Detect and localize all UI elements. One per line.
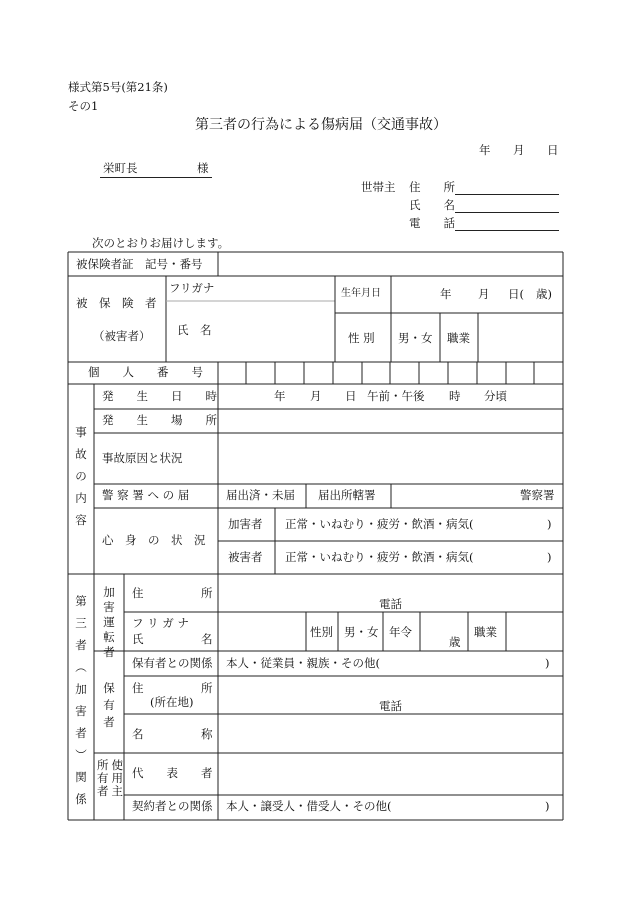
driver-name-label: 氏 名 xyxy=(132,632,213,646)
driver-age-unit: 歳 xyxy=(449,635,461,649)
insured-person-label: 被 保 険 者 xyxy=(76,296,157,310)
driver-furigana-label: フ リ ガ ナ xyxy=(132,616,189,630)
driver-label: 加 害 運 転 者 xyxy=(103,585,115,659)
holder-relation-close: ) xyxy=(545,656,550,670)
police-jurisdiction-label: 届出所轄署 xyxy=(318,488,376,502)
third-party-section-label: 第 三 者 ︵ 加 害 者 ︶ 関 係 xyxy=(75,594,87,806)
insured-sex-label: 性 別 xyxy=(348,331,375,345)
condition-victim-options: 正常・いねむり・疲労・飲酒・病気( xyxy=(285,550,474,564)
accident-cause-label: 事故原因と状況 xyxy=(102,451,183,465)
condition-perpetrator-close: ) xyxy=(547,517,552,531)
representative-label: 代 表 者 xyxy=(132,766,213,780)
accident-date-hour: 時 xyxy=(449,389,461,403)
accident-section-label: 事 故 の 内 容 xyxy=(75,425,87,527)
accident-date-label: 発 生 日 時 xyxy=(102,389,217,403)
condition-victim-close: ) xyxy=(547,550,552,564)
contract-relation-options: 本人・譲受人・借受人・その他( xyxy=(226,799,392,813)
insured-birth-age: 歳) xyxy=(536,287,552,301)
holder-relation-label: 保有者との関係 xyxy=(132,656,213,670)
accident-date-month: 月 xyxy=(310,389,322,403)
insured-sex-options: 男・女 xyxy=(398,331,433,345)
holder-relation-options: 本人・従業員・親族・その他( xyxy=(226,656,380,670)
applicant-address-label: 住 所 xyxy=(409,180,455,194)
insured-birth-year: 年 xyxy=(440,287,452,301)
driver-age-label: 年令 xyxy=(389,625,412,639)
insured-birth-label: 生年月日 xyxy=(341,288,381,299)
insured-name-label: 氏 名 xyxy=(177,323,212,337)
police-station-suffix: 警察署 xyxy=(520,488,555,502)
holder-address-sublabel: (所在地) xyxy=(150,695,194,709)
accident-date-minute: 分頃 xyxy=(484,389,507,403)
date-year-label: 年 xyxy=(479,143,491,157)
applicant-label: 世帯主 xyxy=(361,180,396,194)
condition-victim-label: 被害者 xyxy=(228,550,263,564)
contract-relation-close: ) xyxy=(545,799,550,813)
holder-name-label: 名 称 xyxy=(132,727,213,741)
intro-text: 次のとおりお届けします。 xyxy=(92,236,230,250)
police-report-options: 届出済・未届 xyxy=(226,488,295,502)
accident-date-ampm: 午前・午後 xyxy=(367,389,425,403)
page-title: 第三者の行為による傷病届（交通事故） xyxy=(195,117,447,133)
insured-job-label: 職業 xyxy=(447,331,470,345)
contract-relation-label: 契約者との関係 xyxy=(132,799,213,813)
insured-victim-label: （被害者） xyxy=(93,329,151,343)
insured-furigana-label: フリガナ xyxy=(169,281,215,295)
applicant-phone-label: 電 話 xyxy=(409,216,455,230)
condition-perpetrator-label: 加害者 xyxy=(228,517,263,531)
insured-birth-day: 日( xyxy=(508,287,524,301)
form-number: 様式第5号(第21条) xyxy=(68,80,168,94)
driver-sex-options: 男・女 xyxy=(344,625,379,639)
holder-phone-label: 電話 xyxy=(379,699,402,713)
driver-phone-label: 電話 xyxy=(379,597,402,611)
addressee-name: 栄町長 xyxy=(103,161,138,175)
form-subnumber: その1 xyxy=(68,99,99,113)
insured-birth-month: 月 xyxy=(478,287,490,301)
driver-sex-label: 性別 xyxy=(310,625,333,639)
condition-perpetrator-options: 正常・いねむり・疲労・飲酒・病気( xyxy=(285,517,474,531)
condition-label: 心 身 の 状 況 xyxy=(102,533,206,547)
user-label: 所 使 有 用 者 主 xyxy=(97,758,123,798)
accident-date-year: 年 xyxy=(274,389,286,403)
applicant-name-label: 氏 名 xyxy=(409,198,455,212)
holder-address-label: 住 所 xyxy=(132,681,213,695)
police-report-label: 警 察 署 へ の 届 xyxy=(102,488,190,502)
insured-card-label: 被保険者証 記号・番号 xyxy=(76,257,203,271)
holder-label: 保 有 者 xyxy=(103,681,115,729)
accident-place-label: 発 生 場 所 xyxy=(102,413,217,427)
personal-number-label: 個 人 番 号 xyxy=(88,365,203,379)
driver-address-label: 住 所 xyxy=(132,586,213,600)
date-month-label: 月 xyxy=(513,143,525,157)
addressee-suffix: 様 xyxy=(197,161,209,175)
date-day-label: 日 xyxy=(547,143,559,157)
accident-date-day: 日 xyxy=(345,389,357,403)
driver-job-label: 職業 xyxy=(474,625,497,639)
